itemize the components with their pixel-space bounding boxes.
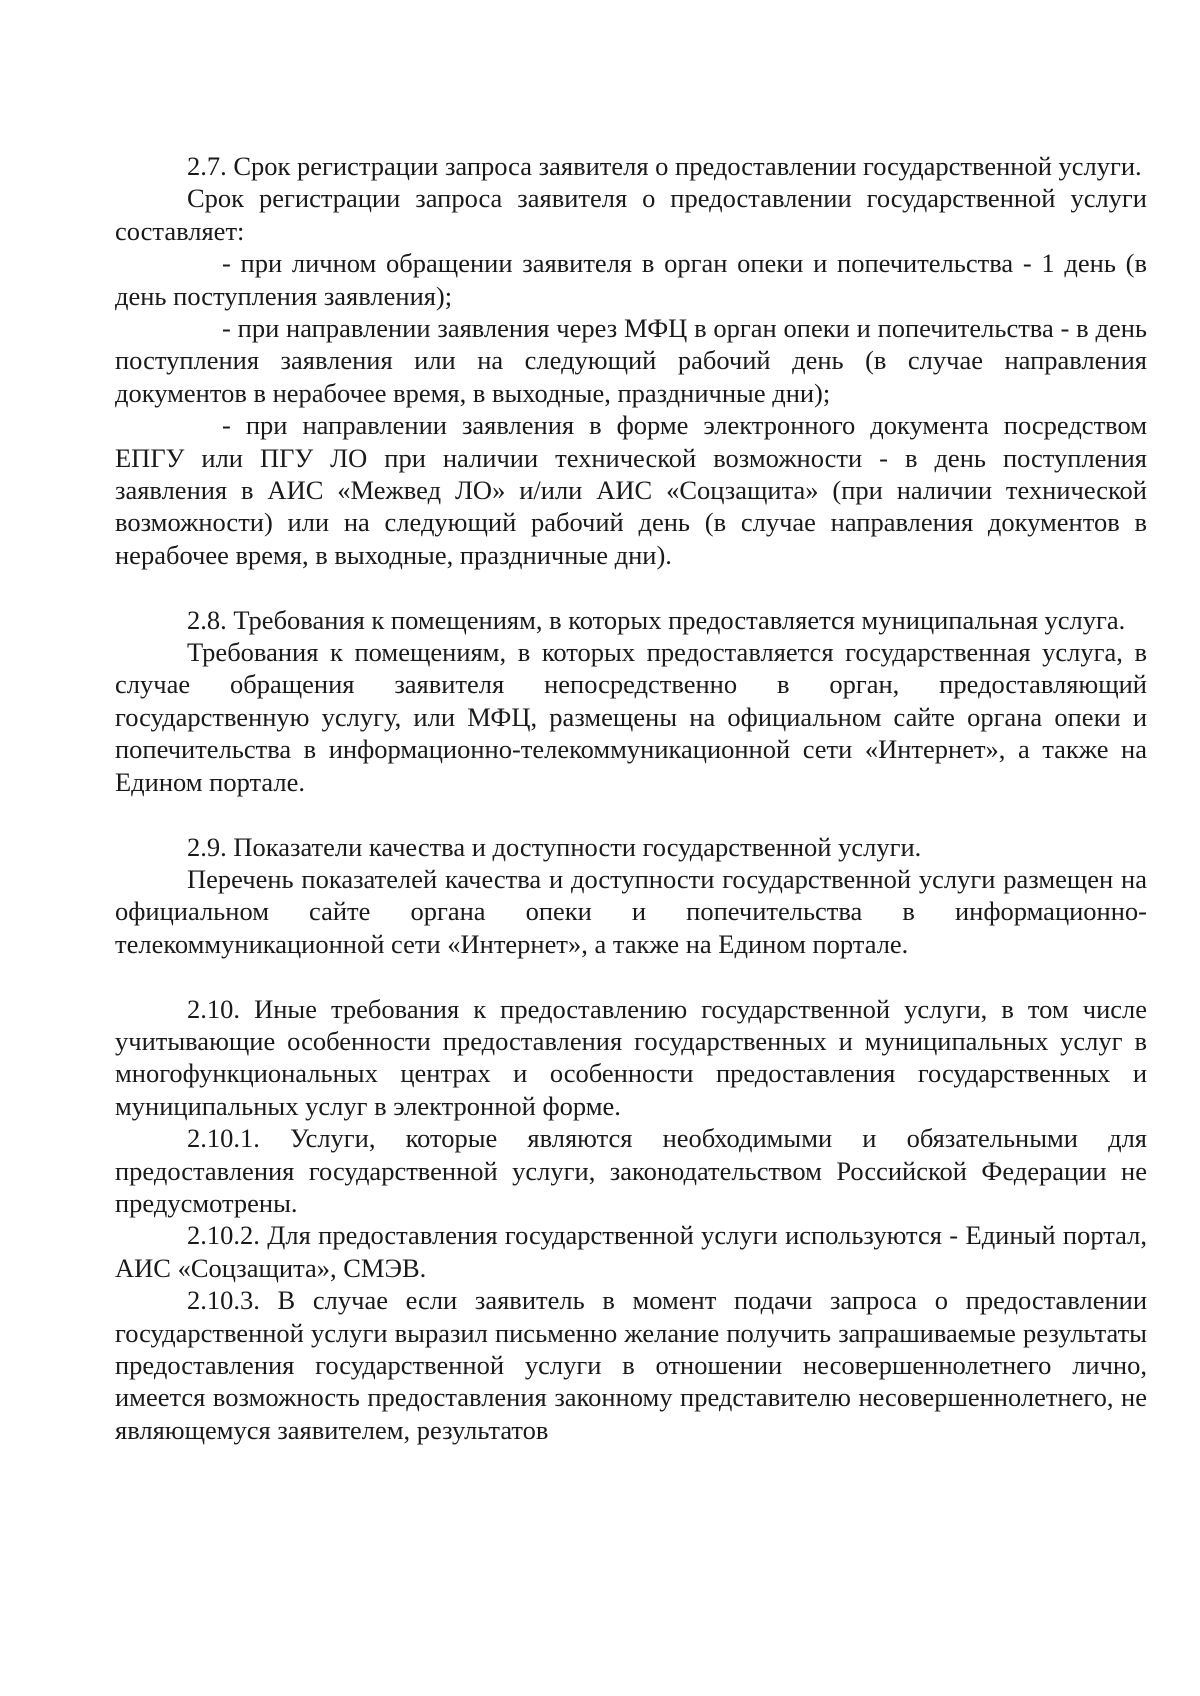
document-page [115, 150, 1147, 1446]
paragraph: Срок регистрации запроса заявителя о предоставлении государственной услуги составляет: [115, 183, 1147, 246]
section-gap [115, 798, 1147, 830]
list-item: - при личном обращении заявителя в орган опеки и попечительства - 1 день (в день поступления заявления); [115, 248, 1147, 311]
section-2-10 [115, 993, 1147, 1447]
heading-2-9: 2.9. Показатели качества и доступности государственной услуги. [187, 831, 922, 862]
heading-2-8: 2.8. Требования к помещениям, в которых предоставляется муниципальная услуга. [187, 604, 1126, 635]
section-2-8 [115, 604, 1147, 798]
section-gap [115, 960, 1147, 992]
section-gap [115, 571, 1147, 603]
heading-2-10: 2.10. Иные требования к предоставлению государственной услуги, в том числе учитывающие особенности предоставления государственных и муниципальных услуг в многофункциональных центрах и особенности предоставления государственных и муниципальных услуг в электронной форме. [115, 993, 1147, 1121]
paragraph-2-10-2: 2.10.2. Для предоставления государственной услуги используются - Единый портал, АИС «Соцзащита», СМЭВ. [115, 1220, 1147, 1283]
section-2-7 [115, 150, 1147, 571]
section-2-9 [115, 831, 1147, 961]
paragraph-2-10-1: 2.10.1. Услуги, которые являются необходимыми и обязательными для предоставления государственной услуги, законодательством Российской Федерации не предусмотрены. [115, 1123, 1147, 1218]
list-item: - при направлении заявления в форме электронного документа посредством ЕПГУ или ПГУ ЛО при наличии технической возможности - в день поступления заявления в АИС «Межвед ЛО» и/или АИС «Соцзащита» (при наличии технической возможности) или на следующий рабочий день (в случае направления документов в нерабочее время, в выходные, праздничные дни). [115, 410, 1147, 570]
heading-2-7: 2.7. Срок регистрации запроса заявителя о предоставлении государственной услуги. [187, 151, 1142, 181]
paragraph: Перечень показателей качества и доступности государственной услуги размещен на официальном сайте органа опеки и попечительства в информационно-телекоммуникационной сети «Интернет», а также на Едином портале. [115, 863, 1147, 959]
list-item: - при направлении заявления через МФЦ в орган опеки и попечительства - в день поступления заявления или на следующий рабочий день (в случае направления документов в нерабочее время, в выходные, праздничные дни); [115, 313, 1147, 408]
paragraph-2-10-3: 2.10.3. В случае если заявитель в момент подачи запроса о предоставлении государственной услуги выразил письменно желание получить запрашиваемые результаты предоставления государственной услуги в отношении несовершеннолетнего лично, имеется возможность предоставления законному представителю несовершеннолетнего, не являющемуся заявителем, результатов [115, 1285, 1147, 1445]
paragraph: Требования к помещениям, в которых предоставляется государственная услуга, в случае обращения заявителя непосредственно в орган, предоставляющий государственную услугу, или МФЦ, размещены на официальном сайте органа опеки и попечительства в информационно-телекоммуникационной сети «Интернет», а также на Едином портале. [115, 637, 1147, 797]
